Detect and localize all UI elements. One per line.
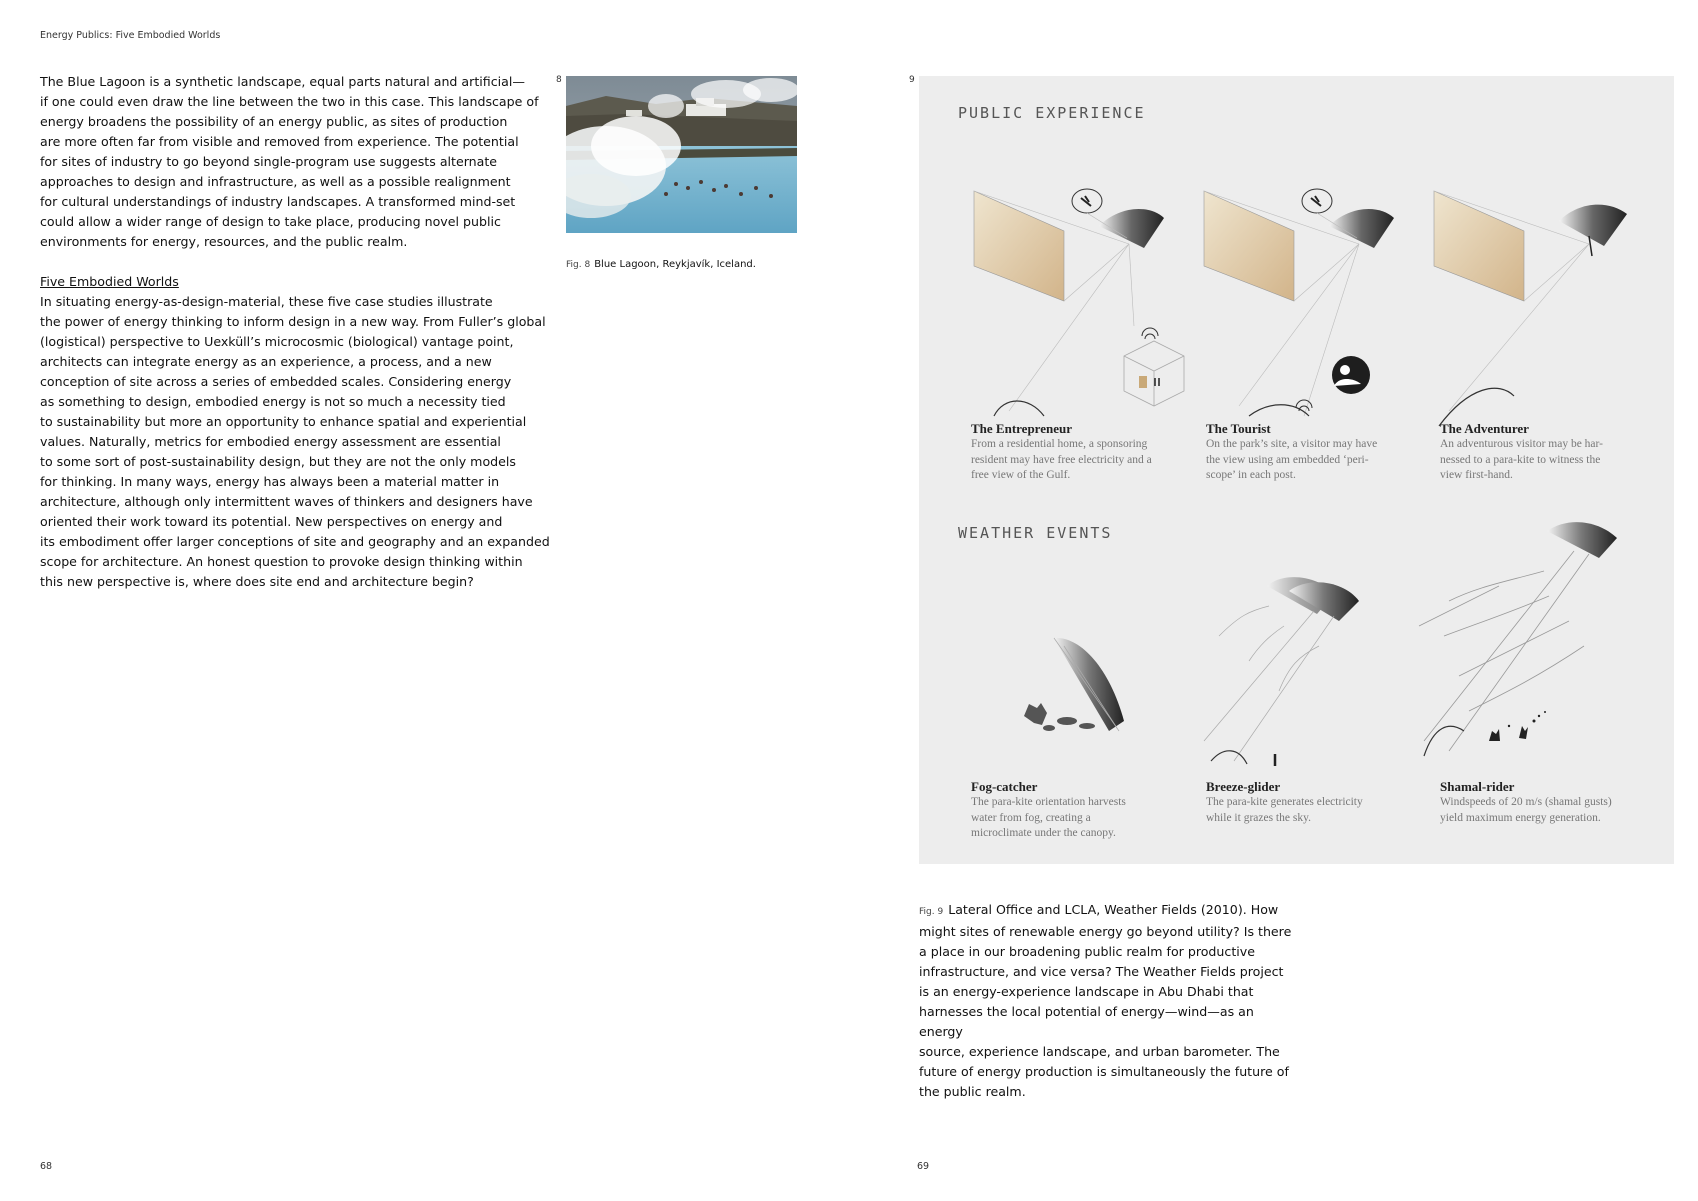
- scenario-shamal-rider: [1440, 779, 1665, 826]
- scenario-shamal-rider-desc: Windspeeds of 20 m/s (shamal gusts) yield maximum energy generation.: [1440, 796, 1612, 824]
- paragraph-five-embodied-worlds: In situating energy-as-design-material, these five case studies illustrate the power of energy thinking to inform design in a new way. From Fuller’s global (logistical) perspective to Uexküll’s microcosmic (biological) vantage point, architects can integrate energy as an experience, a process, and a new conception of site across a series of embedded scales. Considering energy as something to design, embodied energy is not so much a necessity tied to sustainability but more an opportunity to enhance spatial and experiential values. Naturally, metrics for embodied energy assessment are essential to some sort of post-sustainability design, but they are not the only models for thinking. In many ways, energy has always been a material matter in architecture, although only intermittent waves of thinkers and designers have oriented their work toward its potential. New perspectives on energy and its embodiment offer larger conceptions of site and geography and an expanded scope for architecture. An honest question to provoke design thinking within this new perspective is, where does site end and architecture begin?: [40, 294, 550, 589]
- scenario-entrepreneur-name: The Entrepreneur: [971, 421, 1072, 436]
- paragraph-blue-lagoon: The Blue Lagoon is a synthetic landscape, equal parts natural and artificial— if one could even draw the line between the two in this case. This landscape of energy broadens the possibility of an energy public, as sites of production are more often far from visible and removed from experience. The potential for sites of industry to go beyond single-program use suggests alternate approaches to design and infrastructure, as well as a possible realignment for cultural understandings of industry landscapes. A transformed mind-set could allow a wider range of design to take place, producing novel public environments for energy, resources, and the public realm.: [40, 74, 539, 249]
- fig9-caption: [919, 900, 1299, 1102]
- blue-lagoon-photo: [566, 76, 797, 233]
- scenario-fog-catcher-name: Fog-catcher: [971, 779, 1038, 794]
- fig8-number: 8: [556, 75, 562, 85]
- scenario-adventurer: [1440, 421, 1645, 484]
- section-heading-weather-events: WEATHER EVENTS: [958, 524, 1113, 542]
- scenario-breeze-glider-name: Breeze-glider: [1206, 779, 1281, 794]
- fig9-label: Fig. 9: [919, 907, 944, 917]
- scenario-breeze-glider-desc: The para-kite generates electricity while it grazes the sky.: [1206, 796, 1363, 824]
- fig8-caption: [566, 259, 756, 270]
- fig9-number: 9: [909, 75, 915, 85]
- running-head: Energy Publics: Five Embodied Worlds: [40, 30, 221, 41]
- fig9-caption-text: Lateral Office and LCLA, Weather Fields (2010). How might sites of renewable energy go beyond utility? Is there a place in our broadening public realm for productive infrastructure, and vice versa? The Weather Fields project is an energy-experience landscape in Abu Dhabi that harnesses the local potential of energy—wind—as an energy source, experience landscape, and urban barometer. The future of energy production is simultaneously the future of the public realm.: [919, 902, 1292, 1099]
- body-text: [40, 72, 560, 592]
- page-number-left: 68: [40, 1161, 53, 1172]
- scenario-breeze-glider: [1206, 779, 1411, 826]
- scenario-entrepreneur-desc: From a residential home, a sponsoring resident may have free electricity and a free view of the Gulf.: [971, 438, 1152, 481]
- scenario-tourist-desc: On the park’s site, a visitor may have the view using am embedded ‘peri- scope’ in each post.: [1206, 438, 1378, 481]
- scenario-entrepreneur: [971, 421, 1176, 484]
- fig8-caption-text: Blue Lagoon, Reykjavík, Iceland.: [594, 259, 756, 270]
- scenario-fog-catcher-desc: The para-kite orientation harvests water from fog, creating a microclimate under the canopy.: [971, 796, 1126, 839]
- page-number-right: 69: [917, 1161, 930, 1172]
- scenario-tourist: [1206, 421, 1411, 484]
- scenario-shamal-rider-name: Shamal-rider: [1440, 779, 1515, 794]
- public-experience-illustrations: [949, 126, 1649, 446]
- scenario-adventurer-desc: An adventurous visitor may be har- nessed to a para-kite to witness the view first-hand.: [1440, 438, 1603, 481]
- section-heading-public-experience: PUBLIC EXPERIENCE: [958, 104, 1146, 122]
- fig8-label: Fig. 8: [566, 260, 591, 270]
- scenario-fog-catcher: [971, 779, 1176, 842]
- scenario-adventurer-name: The Adventurer: [1440, 421, 1529, 436]
- weather-fields-diagram: [919, 76, 1674, 864]
- scenario-tourist-name: The Tourist: [1206, 421, 1271, 436]
- subhead-five-embodied-worlds: Five Embodied Worlds: [40, 274, 179, 289]
